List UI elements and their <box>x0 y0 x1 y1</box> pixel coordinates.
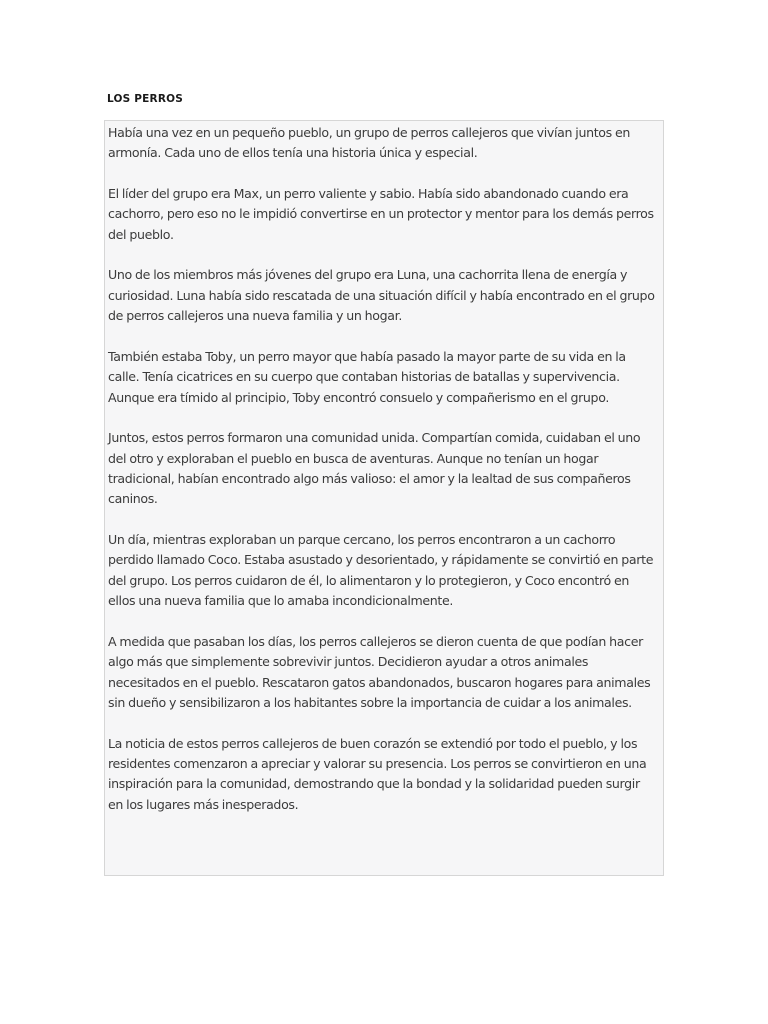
paragraph-7: A medida que pasaban los días, los perros callejeros se dieron cuenta de que podían hacer algo más que simplemente sobrevivir juntos. Decidieron ayudar a otros animales necesitados en el pueblo. Rescataron gatos abandonados, buscaron hogares para animales sin dueño y sensibilizaron a los habitantes sobre la importancia de cuidar a los animales. <box>108 633 651 711</box>
paragraph-2: El líder del grupo era Max, un perro valiente y sabio. Había sido abandonado cuando era cachorro, pero eso no le impidió convertirse en un protector y mentor para los demás perros del pueblo. <box>108 186 654 242</box>
paragraph-6: Un día, mientras exploraban un parque cercano, los perros encontraron a un cachorro perdido llamado Coco. Estaba asustado y desorientado, y rápidamente se convirtió en parte del grupo. Los perros cuidaron de él, lo alimentaron y lo protegieron, y Coco encontró en ellos una nueva familia que lo amaba incondicionalmente. <box>108 532 654 609</box>
paragraph-3: Uno de los miembros más jóvenes del grupo era Luna, una cachorrita llena de energía y curiosidad. Luna había sido rescatada de una situación difícil y había encontrado en el grupo de perros callejeros una nueva familia y un hogar. <box>108 267 655 324</box>
paragraph-5: Juntos, estos perros formaron una comunidad unida. Compartían comida, cuidaban el uno del otro y exploraban el pueblo en busca de aventuras. Aunque no tenían un hogar tradicional, habían encontrado algo más valioso: el amor y la lealtad de sus compañeros caninos. <box>108 430 641 507</box>
paragraph-8: La noticia de estos perros callejeros de buen corazón se extendió por todo el pueblo, y los residentes comenzaron a apreciar y valorar su presencia. Los perros se convirtieron en una inspiración para la comunidad, demostrando que la bondad y la solidaridad pueden surgir en los lugares más inesperados. <box>108 735 647 812</box>
paragraph-4: También estaba Toby, un perro mayor que había pasado la mayor parte de su vida en la calle. Tenía cicatrices en su cuerpo que contaban historias de batallas y supervivencia. Aunque era tímido al principio, Toby encontró consuelo y compañerismo en el grupo. <box>108 348 626 405</box>
story-text-box <box>104 120 664 876</box>
paragraph-1: Había una vez en un pequeño pueblo, un grupo de perros callejeros que vivían juntos en armonía. Cada uno de ellos tenía una historia única y especial. <box>108 125 631 161</box>
document-title: LOS PERROS <box>107 93 183 105</box>
